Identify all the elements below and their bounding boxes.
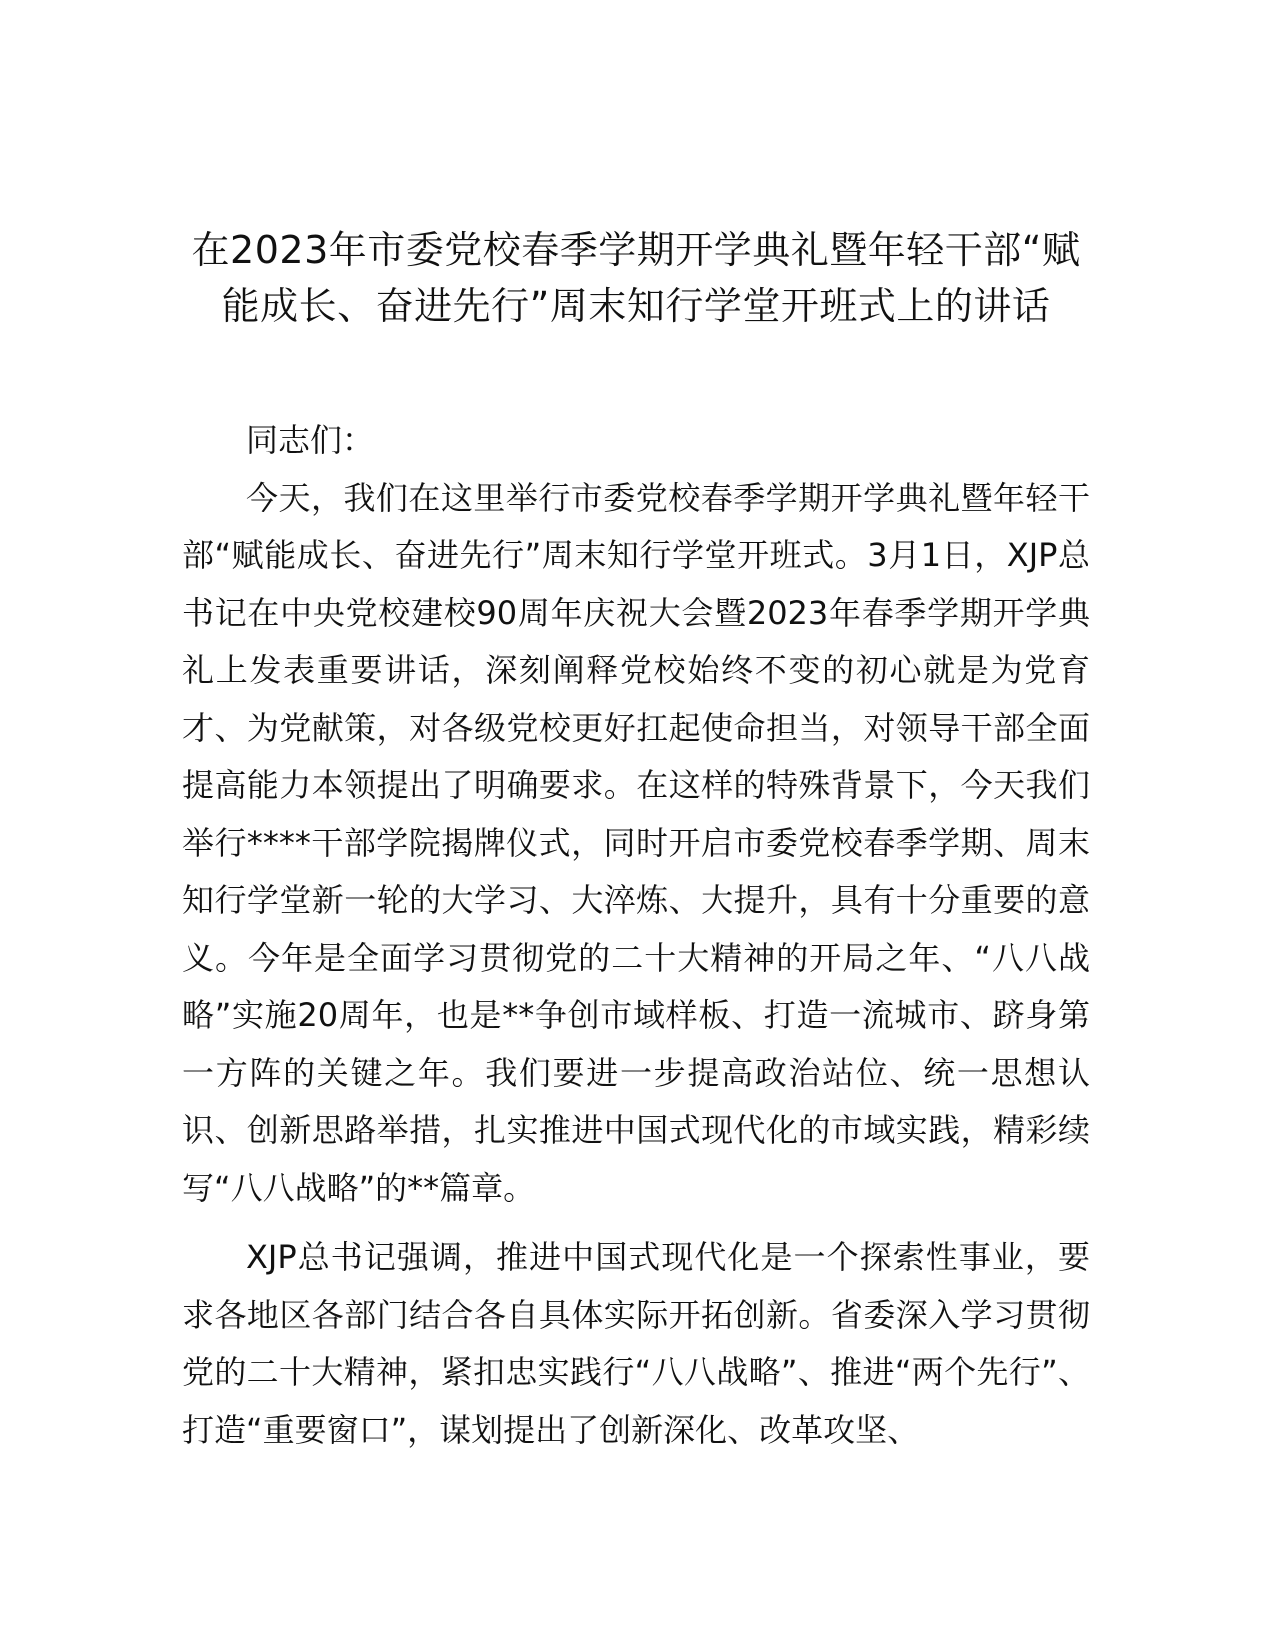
- salutation: 同志们：: [246, 421, 375, 459]
- paragraph-gap: [182, 1217, 1090, 1229]
- paragraph-2: XJP总书记强调，推进中国式现代化是一个探索性事业，要求各地区各部门结合各自具体实际开拓创新。省委深入学习贯彻党的二十大精神，紧扣忠实践行“八八战略”、推进“两个先行”、打造“重要窗口”，谋划提出了创新深化、改革攻坚、: [182, 1238, 1090, 1449]
- paragraph-1: 今天，我们在这里举行市委党校春季学期开学典礼暨年轻干部“赋能成长、奋进先行”周末知行学堂开班式。3月1日，XJP总书记在中央党校建校90周年庆祝大会暨2023年春季学期开学典礼上发表重要讲话，深刻阐释党校始终不变的初心就是为党育才、为党献策，对各级党校更好扛起使命担当，对领导干部全面提高能力本领提出了明确要求。在这样的特殊背景下，今天我们举行****干部学院揭牌仪式，同时开启市委党校春季学期、周末知行学堂新一轮的大学习、大淬炼、大提升，具有十分重要的意义。今年是全面学习贯彻党的二十大精神的开局之年、“八八战略”实施20周年，也是**争创市域样板、打造一流城市、跻身第一方阵的关键之年。我们要进一步提高政治站位、统一思想认识、创新思路举措，扎实推进中国式现代化的市域实践，精彩续写“八八战略”的**篇章。: [182, 478, 1090, 1207]
- document-body: [182, 412, 1090, 1459]
- document-page: [182, 0, 1090, 1650]
- document-title: 在2023年市委党校春季学期开学典礼暨年轻干部“赋能成长、奋进先行”周末知行学堂开班式上的讲话: [191, 228, 1081, 328]
